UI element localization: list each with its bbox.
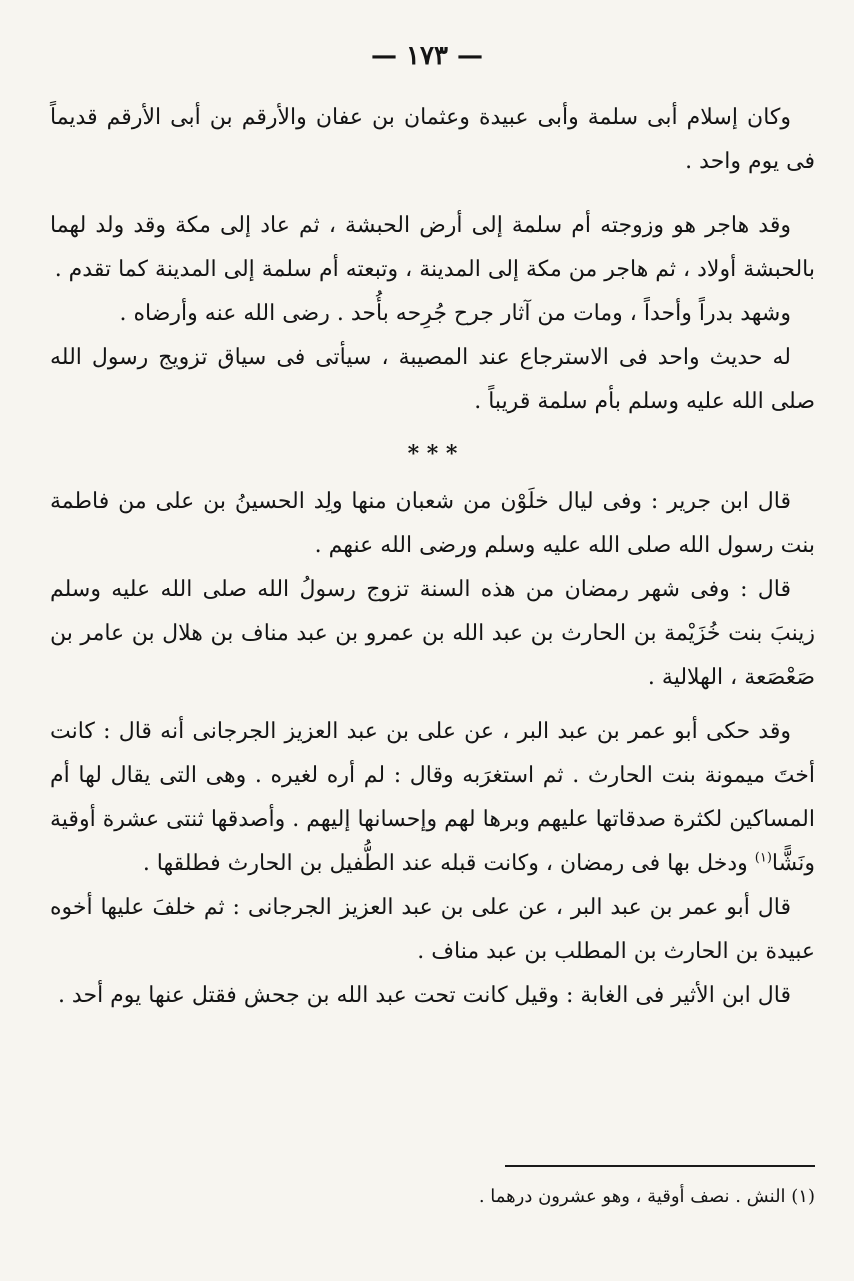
main-text [50, 96, 815, 1018]
paragraph-2: وقد هاجر هو وزوجته أم سلمة إلى أرض الحبشة ، ثم عاد إلى مكة وقد ولد لهما بالحبشة أولاد ، ثم هاجر من مكة إلى المدينة ، وتبعته أم سلمة إلى المدينة كما تقدم . [50, 213, 815, 282]
paragraph-9: قال ابن الأثير فى الغابة : وقيل كانت تحت عبد الله بن جحش فقتل عنها يوم أحد . [57, 983, 791, 1008]
paragraph-4: له حديث واحد فى الاسترجاع عند المصيبة ، سيأتى فى سياق تزويج رسول الله صلى الله عليه وسلم بأم سلمة قريباً . [50, 345, 815, 414]
paragraph-7-text: وقد حكى أبو عمر بن عبد البر ، عن على بن عبد العزيز الجرجانى أنه قال : كانت أختَ ميمونة بنت الحارث . ثم استغرَبه وقال : لم أره لغيره . وهى التى يقال لها أم المساكين لكثرة صدقاتها عليهم وبرها لهم وإحسانها إليهم . وأصدقها ثنتى عشرة أوقية ونَشًّا [50, 719, 815, 876]
paragraph-3: وشهد بدراً وأحداً ، ومات من آثار جرح جُرِحه بأُحد . رضى الله عنه وأرضاه . [119, 301, 791, 326]
footnote-reference: (١) [754, 850, 772, 866]
footnote-divider [505, 1165, 815, 1167]
paragraph-1: وكان إسلام أبى سلمة وأبى عبيدة وعثمان بن عفان والأرقم بن أبى الأرقم قديماً فى يوم واحد . [50, 105, 815, 174]
paragraph-5: قال ابن جرير : وفى ليال خلَوْن من شعبان منها ولِد الحسينُ بن على من فاطمة بنت رسول الله صلى الله عليه وسلم ورضى الله عنهم . [50, 489, 815, 558]
footnote: (١) النش . نصف أوقية ، وهو عشرون درهما . [478, 1186, 815, 1207]
paragraph-8: قال أبو عمر بن عبد البر ، عن على بن عبد العزيز الجرجانى : ثم خلفَ عليها أخوه عبيدة بن الحارث بن المطلب بن عبد مناف . [50, 895, 815, 964]
section-separator: * * * [407, 441, 458, 467]
paragraph-7-continuation: ودخل بها فى رمضان ، وكانت قبله عند الطُّفيل بن الحارث فطلقها . [142, 851, 748, 876]
paragraph-7 [50, 710, 815, 886]
page-number: — ١٧٣ — [370, 41, 484, 71]
paragraph-6: قال : وفى شهر رمضان من هذه السنة تزوج رسولُ الله صلى الله عليه وسلم زينبَ بنت خُزَيْمة بن الحارث بن عبد الله بن عمرو بن عبد مناف بن هلال بن عامر بن صَعْصَعة ، الهلالية . [50, 577, 815, 690]
